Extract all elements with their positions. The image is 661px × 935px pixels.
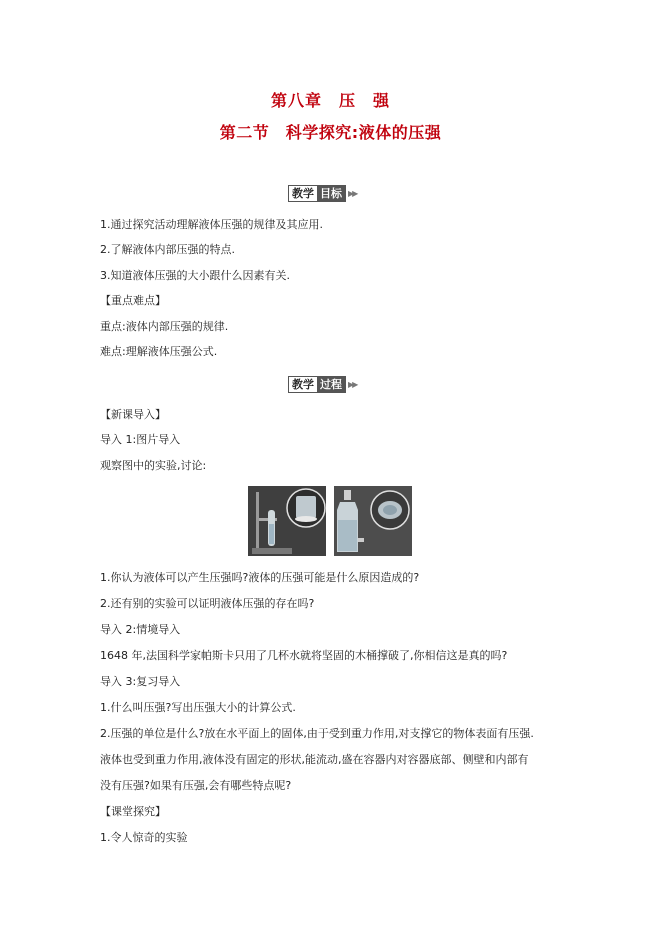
banner-label-part1: 教学 <box>289 377 317 392</box>
experiment-photo-bottle <box>334 486 412 556</box>
teaching-goals-banner <box>288 185 356 202</box>
banner-label-part2: 过程 <box>317 377 345 392</box>
question-1: 1.你认为液体可以产生压强吗?液体的压强可能是什么原因造成的? <box>100 571 420 584</box>
intro-3: 导入 3:复习导入 <box>100 675 181 688</box>
key-points-heading: 【重点难点】 <box>100 294 166 307</box>
experiment-photos <box>248 486 412 556</box>
goal-item: 2.了解液体内部压强的特点. <box>100 243 235 256</box>
intro-2: 导入 2:情境导入 <box>100 623 181 636</box>
observe-text: 观察图中的实验,讨论: <box>100 459 207 472</box>
class-explore-heading: 【课堂探究】 <box>100 805 166 818</box>
story-text: 1648 年,法国科学家帕斯卡只用了几杯水就将坚固的木桶撑破了,你相信这是真的吗? <box>100 649 508 662</box>
review-question-2: 2.压强的单位是什么?放在水平面上的固体,由于受到重力作用,对支撑它的物体表面有压强. <box>100 727 534 740</box>
goal-item: 3.知道液体压强的大小跟什么因素有关. <box>100 269 290 282</box>
difficult-point: 难点:理解液体压强公式. <box>100 345 218 358</box>
double-arrow-icon: ▶▶ <box>348 380 357 389</box>
double-arrow-icon: ▶▶ <box>348 189 357 198</box>
question-2: 2.还有别的实验可以证明液体压强的存在吗? <box>100 597 315 610</box>
key-point: 重点:液体内部压强的规律. <box>100 320 229 333</box>
review-question-2-cont: 没有压强?如果有压强,会有哪些特点呢? <box>100 779 292 792</box>
teaching-process-banner <box>288 376 356 393</box>
explore-item-1: 1.令人惊奇的实验 <box>100 831 188 844</box>
section-title: 第二节 科学探究:液体的压强 <box>219 123 442 142</box>
banner-label-part2: 目标 <box>317 186 345 201</box>
new-lesson-heading: 【新课导入】 <box>100 408 166 421</box>
intro-1: 导入 1:图片导入 <box>100 433 181 446</box>
chapter-title: 第八章 压 强 <box>270 91 390 110</box>
review-question-1: 1.什么叫压强?写出压强大小的计算公式. <box>100 701 296 714</box>
experiment-photo-tube <box>248 486 326 556</box>
goal-item: 1.通过探究活动理解液体压强的规律及其应用. <box>100 218 323 231</box>
banner-label-part1: 教学 <box>289 186 317 201</box>
review-question-2-cont: 液体也受到重力作用,液体没有固定的形状,能流动,盛在容器内对容器底部、侧壁和内部有 <box>100 753 529 766</box>
